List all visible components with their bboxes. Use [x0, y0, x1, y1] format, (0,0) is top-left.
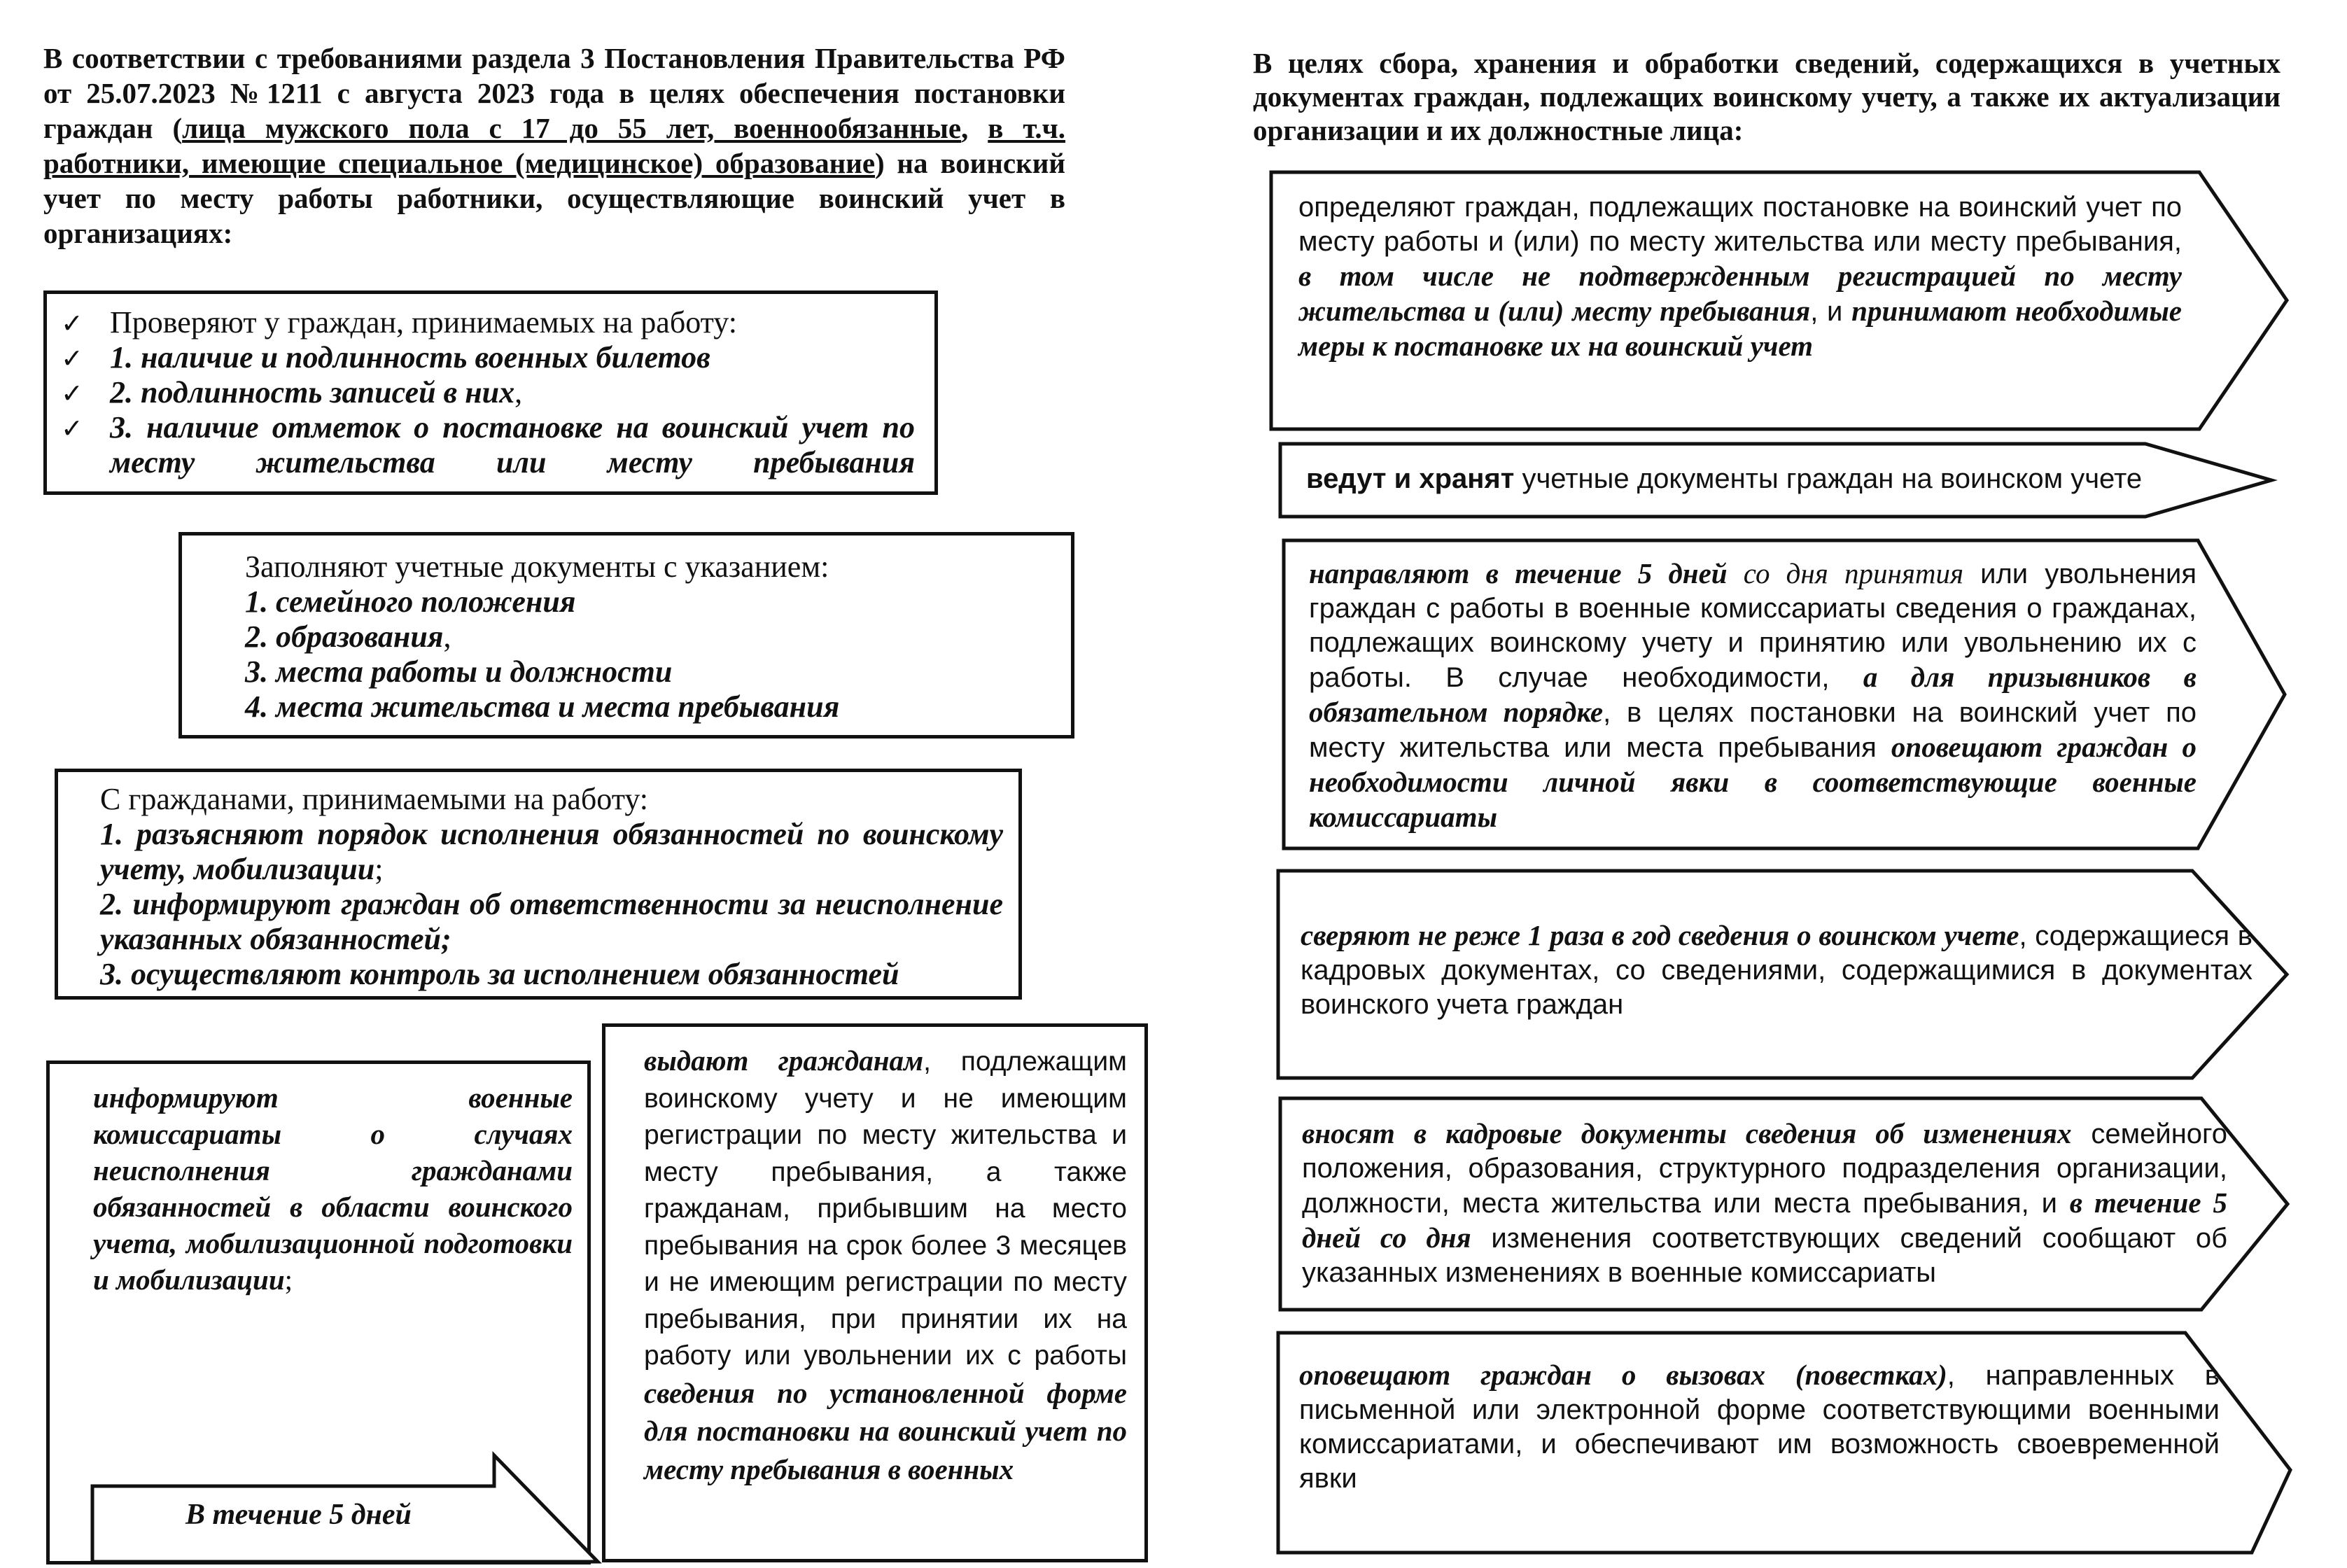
arrow-6-bold: оповещают граждан о вызовах (повестках): [1299, 1359, 1947, 1391]
left-intro-text: В соответствии с требованиями раздела 3 Постановления Правительства РФ от 25.07.2023 №1211 с августа 2023 года в целях обеспечения постановки граждан (: [43, 42, 1065, 144]
arrow-box-3-text: [1309, 556, 2197, 835]
checkmark-icon: ✓: [61, 344, 83, 374]
arrow-5-bold-1: вносят в кадровые документы сведения об изменениях: [1302, 1117, 2072, 1149]
explain-lead: С гражданами, принимаемыми на работу:: [100, 782, 648, 816]
left-intro-sep: ,: [961, 112, 988, 144]
arrow-2-text: учетные документы граждан на воинском учете: [1514, 463, 2143, 494]
fill-documents-box: [178, 532, 1074, 738]
fill-item-1: 1. семейного положения: [245, 584, 576, 619]
fill-item-2-tail: ,: [443, 620, 451, 654]
check-item-2-tail: ,: [514, 375, 523, 410]
arrow-3-bold-3: оповещают граждан о необходимости личной явки в соответствующие военные комиссариаты: [1309, 731, 2197, 833]
arrow-1-text-2: , и: [1810, 296, 1852, 327]
left-intro-paragraph: [43, 41, 1065, 251]
check-item-1: 1. наличие и подлинность военных билетов: [110, 340, 710, 374]
left-intro-underline-2: в т.ч. работники, имеющие специальное (медицинское) образование: [43, 112, 1065, 179]
arrow-4-text: , содержащиеся в кадровых документах, со сведениями, содержащимися в документах воинского учета граждан: [1301, 920, 2253, 1020]
right-intro-paragraph: В целях сбора, хранения и обработки сведений, содержащихся в учетных документах граждан, подлежащих воинскому учету, а также их актуализации организации и их должностные лица:: [1253, 47, 2281, 146]
explain-item-2: 2. информируют граждан об ответственности за неисполнение указанных обязанностей;: [100, 887, 1003, 956]
arrow-1-bold-2: принимают необходимые меры к постановке их на воинский учет: [1298, 295, 2182, 362]
arrow-3-text-1: или увольнения граждан с работы в военные комиссариаты сведения о гражданах, подлежащих воинскому учету и принятию или увольнению их с работы. В случае необходимости,: [1309, 559, 2197, 693]
explain-item-1-tail: ;: [374, 852, 384, 886]
arrow-box-6-text: [1299, 1358, 2220, 1496]
left-intro-underline-1: лица мужского пола с 17 до 55 лет, военнообязанные: [182, 112, 962, 144]
inform-text-tail: ;: [284, 1264, 293, 1296]
fill-item-4: 4. места жительства и места пребывания: [245, 690, 840, 724]
arrow-1-text-1: определяют граждан, подлежащих постановке на воинский учет по месту работы и (или) по месту жительства или месту пребывания,: [1298, 192, 2182, 257]
arrow-3-italic: со дня принятия: [1727, 557, 1964, 589]
arrow-5-text-2: изменения соответствующих сведений сообщают об указанных изменениях в военные комиссариаты: [1302, 1223, 2227, 1288]
fill-lead: Заполняют учетные документы с указанием:: [245, 550, 829, 584]
arrow-3-bold-2: а для призывников в обязательном порядке: [1309, 661, 2197, 728]
inform-text: информируют военные комиссариаты о случаях неисполнения гражданами обязанностей в области воинского учета, мобилизационной подготовки и мобилизации: [93, 1082, 573, 1296]
arrow-box-5-text: [1302, 1116, 2227, 1290]
issue-tail: сведения по установленной форме для постановки на воинский учет по месту пребывания в военных: [644, 1376, 1127, 1485]
arrow-6-text: , направленных в письменной или электронной форме соответствующими военными комиссариатами, и обеспечивают им возможность своевременной явки: [1299, 1360, 2220, 1494]
arrow-3-bold-1: направляют в течение 5 дней: [1309, 557, 1728, 589]
fill-item-3: 3. места работы и должности: [245, 654, 673, 689]
arrow-5-bold-2: в течение 5 дней со дня: [1302, 1186, 2227, 1254]
arrow-2-bold: ведут и хранят: [1306, 463, 1515, 494]
checkmark-icon: ✓: [61, 379, 83, 409]
left-intro-tail: ) на воинский учет по месту работы работники, осуществляющие воинский учет в организациях:: [43, 147, 1065, 249]
arrow-box-2-text: [1306, 462, 2216, 496]
arrow-1-bold-1: в том числе не подтвержденным регистрацией по месту жительства и (или) месту пребывания: [1298, 260, 2182, 327]
deadline-arrow-label: В течение 5 дней: [185, 1499, 412, 1531]
arrow-3-text-2: , в целях постановки на воинский учет по месту жительства или места пребывания: [1309, 697, 2197, 763]
issue-lead: выдают гражданам: [644, 1044, 924, 1077]
arrow-box-1-text: [1298, 190, 2182, 364]
explain-item-1: 1. разъясняют порядок исполнения обязанностей по воинскому учету, мобилизации: [100, 817, 1003, 886]
check-item-3: 3. наличие отметок о постановке на воинский учет по месту жительства или месту пребывания: [110, 410, 915, 479]
arrow-4-bold: сверяют не реже 1 раза в год сведения о воинском учете: [1301, 919, 2019, 951]
explain-duties-box: [55, 769, 1022, 1000]
checkmark-icon: ✓: [61, 309, 83, 339]
explain-item-3: 3. осуществляют контроль за исполнением обязанностей: [100, 957, 899, 991]
check-lead: Проверяют у граждан, принимаемых на работу:: [110, 305, 737, 340]
fill-item-2: 2. образования: [245, 620, 444, 654]
issue-text: , подлежащим воинскому учету и не имеющим регистрации по месту жительства и месту пребывания, а также гражданам, прибывшим на место пребывания на срок более 3 месяцев и не имеющим регистрации по месту пребывания, при принятии их на работу или увольнении их с работы: [644, 1046, 1127, 1371]
checkmark-icon: ✓: [61, 414, 83, 444]
arrow-5-text-1: семейного положения, образования, структурного подразделения организации, должности, места жительства или места пребывания, и: [1302, 1119, 2228, 1219]
check-documents-box: [43, 290, 938, 495]
issue-documents-box: [602, 1023, 1148, 1562]
check-item-2: 2. подлинность записей в них: [110, 375, 515, 410]
arrow-box-4-text: [1301, 918, 2253, 1022]
